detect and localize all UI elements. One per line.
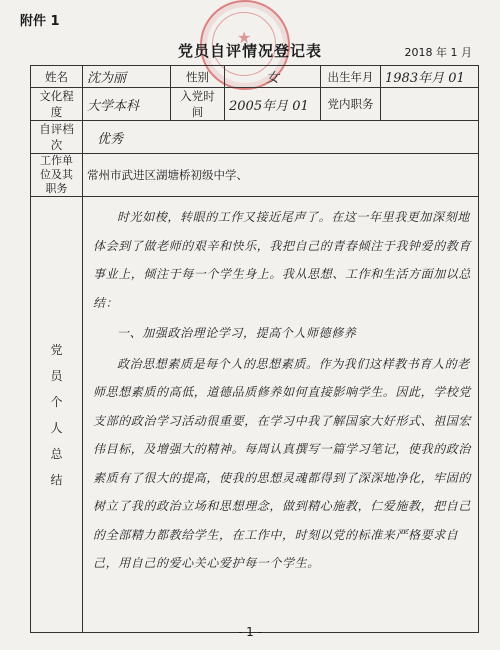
summary-paragraph: 政治思想素质是每个人的思想素质。作为我们这样教书育人的老师思想素质的高低，道德品质修养如何直接影响学生。因此，学校党支部的政治学习活动很重要，在学习中我了解国家大好形式、祖国宏伟目标，及增强大的精神。每周认真撰写一篇学习笔记，使我的政治素质有了很大的提高，使我的思想灵魂都得到了深深地净化，牢固的树立了我的政治立场和思想理念，做到精心施教，仁爱施教，把自己的全部精力都教给学生，在工作中，时刻以党的标准来严格要求自己，用自己的爱心关心爱护每一个学生。 xyxy=(93,356,472,570)
join-date-label: 入党时间 xyxy=(171,88,225,121)
gender-value[interactable]: 女 xyxy=(225,66,321,88)
birth-label: 出生年月 xyxy=(321,66,381,88)
form-row-rating xyxy=(31,121,479,154)
star-icon: ★ xyxy=(237,28,252,47)
form-date: 2018 年 1 月 xyxy=(404,46,472,59)
education-value[interactable]: 大学本科 xyxy=(83,88,171,121)
form-row-name xyxy=(31,66,479,88)
workplace-value[interactable]: 常州市武进区湖塘桥初级中学、 xyxy=(83,154,479,197)
form-row-workplace xyxy=(31,154,479,197)
summary-paragraph: 时光如梭，转眼的工作又接近尾声了。在这一年里我更加深刻地体会到了做老师的艰辛和快乐，我把自己的青春倾注于我钟爱的教育事业上，倾注于每一个学生身上。我从思想、工作和生活方面加以总结： xyxy=(93,210,472,310)
summary-label-text: 党员个人总结 xyxy=(50,342,63,487)
education-label: 文化程度 xyxy=(31,88,83,121)
summary-label xyxy=(31,197,83,633)
rating-label: 自评档次 xyxy=(31,121,83,154)
summary-heading: 一、加强政治理论学习，提高个人师德修养 xyxy=(117,326,357,340)
birth-value[interactable]: 1983年月 01 xyxy=(381,66,479,88)
name-value[interactable]: 沈为丽 xyxy=(83,66,171,88)
join-date-value[interactable]: 2005年月 01 xyxy=(225,88,321,121)
form-row-summary xyxy=(31,197,479,633)
workplace-label: 工作单位及其职务 xyxy=(31,154,83,197)
name-label: 姓名 xyxy=(31,66,83,88)
form-title: 党员自评情况登记表 xyxy=(177,42,322,60)
summary-content[interactable] xyxy=(83,197,479,633)
form-row-education xyxy=(31,88,479,121)
annex-label: 附件 1 xyxy=(20,14,60,29)
gender-label: 性别 xyxy=(171,66,225,88)
rating-value[interactable]: 优秀 xyxy=(83,121,479,154)
party-post-label: 党内职务 xyxy=(321,88,381,121)
registration-form-table xyxy=(30,65,479,633)
page-number: - 1 - xyxy=(238,625,262,639)
party-post-value[interactable] xyxy=(381,88,479,121)
